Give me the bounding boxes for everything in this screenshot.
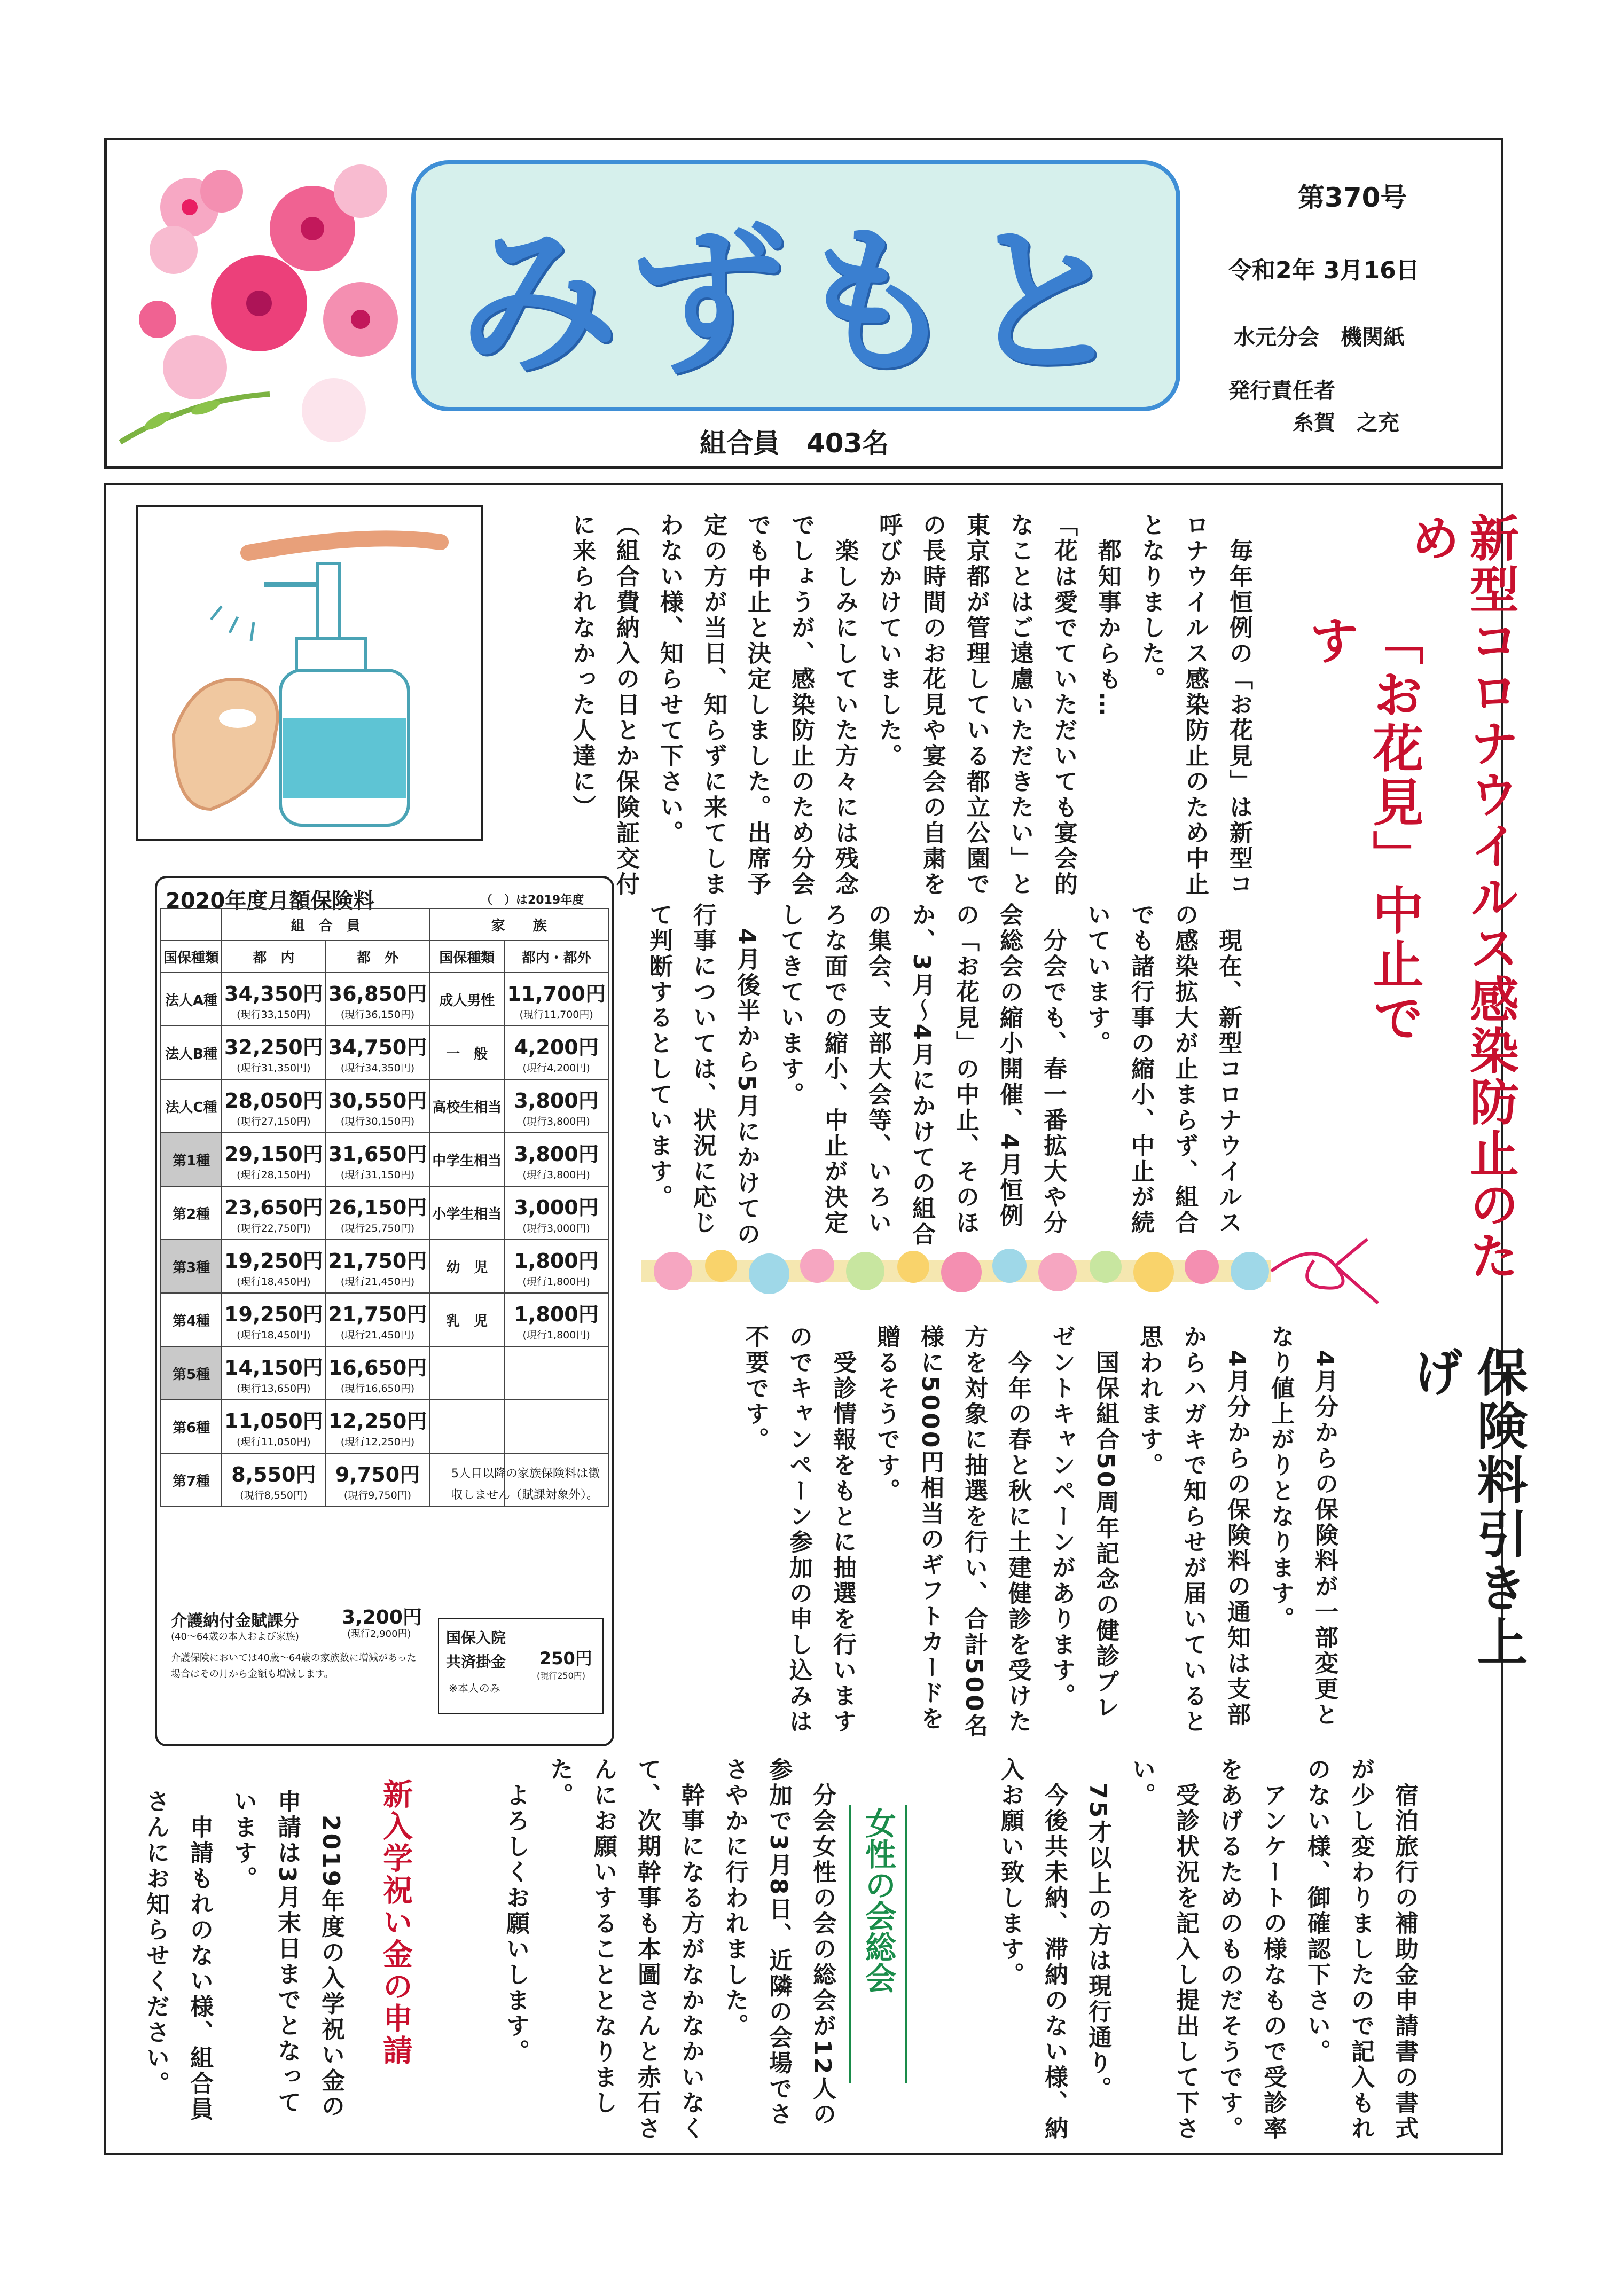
- article5-body: 2019年度の入学祝い金の申請は3月末日までとなっています。 申請もれのない様、組合員さんにお知らせください。: [142, 1789, 344, 2122]
- row-fval-prev: (現行3,800円): [522, 1169, 590, 1181]
- row-in-value: 19,250円: [224, 1303, 323, 1326]
- row-type-value: 第2種: [172, 1206, 210, 1223]
- row-out-value: 26,150円: [328, 1196, 427, 1219]
- row-type-value: 法人B種: [165, 1046, 217, 1062]
- row-fval: [504, 1293, 608, 1346]
- issue-number: 第370号: [1298, 182, 1407, 213]
- row-out-prev: (現行16,650円): [340, 1383, 415, 1394]
- row-out: [326, 1186, 430, 1240]
- row-type: [161, 1026, 222, 1079]
- row-type: [161, 1133, 222, 1186]
- row-fval: [504, 1133, 608, 1186]
- sanitizer-bottle-icon: [174, 538, 441, 825]
- newsletter-title: みずもと: [458, 209, 1133, 396]
- row-ftype-value: 一 般: [446, 1046, 488, 1062]
- hosp-label2: 共済掛金: [446, 1653, 506, 1671]
- row-type: [161, 973, 222, 1026]
- row-ftype: [429, 1133, 504, 1186]
- row-ftype-value: 幼 児: [446, 1259, 488, 1276]
- row-out-prev: (現行21,450円): [340, 1276, 415, 1288]
- row-fval-prev: (現行1,800円): [522, 1276, 590, 1288]
- publisher-label: 発行責任者: [1228, 379, 1335, 403]
- header-in: 都 内: [222, 941, 326, 973]
- row-in-prev: (現行27,150円): [237, 1116, 311, 1127]
- hand-sanitizer-illustration: [142, 510, 478, 836]
- row-in: [222, 1293, 326, 1346]
- row-in: [222, 1400, 326, 1453]
- row-out-value: 16,650円: [328, 1356, 427, 1380]
- row-type-value: 第6種: [172, 1420, 210, 1436]
- row-ftype: [429, 973, 504, 1026]
- row-fval-value: 1,800円: [514, 1249, 599, 1273]
- row-in: [222, 1026, 326, 1079]
- fee-table-note: （ ）は2019年度: [481, 894, 584, 907]
- row-type: [161, 1346, 222, 1400]
- article-heading-covid: 新型コロナウイルス感染防止のため: [1403, 513, 1519, 1282]
- article-subheading-ohanami: 「お花見」中止です: [1301, 614, 1423, 1046]
- row-ftype: [429, 1346, 504, 1400]
- row-out: [326, 1293, 430, 1346]
- row-in: [222, 1346, 326, 1400]
- fee-row: [161, 1293, 608, 1346]
- row-type-value: 第4種: [172, 1313, 210, 1329]
- row-ftype-value: 成人男性: [439, 992, 495, 1009]
- row-fval: [504, 973, 608, 1026]
- row-fval: [504, 1079, 608, 1133]
- row-in-prev: (現行28,150円): [237, 1169, 311, 1181]
- row-out-prev: (現行34,350円): [340, 1062, 415, 1074]
- fee-row: [161, 1240, 608, 1293]
- row-out-value: 12,250円: [328, 1409, 427, 1433]
- header-ftype: 国保種類: [429, 941, 504, 973]
- row-in: [222, 1079, 326, 1133]
- fee-row: [161, 1346, 608, 1400]
- fee-row: [161, 1400, 608, 1453]
- row-fval-value: 4,200円: [514, 1036, 599, 1059]
- fee-row: [161, 1133, 608, 1186]
- row-in-value: 32,250円: [224, 1036, 323, 1059]
- row-type: [161, 1186, 222, 1240]
- row-fval-value: 1,800円: [514, 1303, 599, 1326]
- row-in-prev: (現行18,450円): [237, 1329, 311, 1341]
- row-type: [161, 1400, 222, 1453]
- article4-heading: 女性の会総会: [849, 1805, 907, 2083]
- issue-date: 令和2年 3月16日: [1228, 257, 1420, 284]
- family-note: 5人目以降の家族保険料は徴収しません（賦課対象外）。: [451, 1467, 600, 1502]
- row-fval: [504, 1400, 608, 1453]
- row-out: [326, 1079, 430, 1133]
- row-out-value: 9,750円: [335, 1463, 420, 1486]
- row-type: [161, 1453, 222, 1507]
- kaigo-value: 3,200円: [342, 1607, 422, 1628]
- row-out-value: 34,750円: [328, 1036, 427, 1059]
- cherry-blossom-illustration: [109, 143, 409, 464]
- row-in-prev: (現行13,650円): [237, 1383, 311, 1394]
- member-count: 組合員 403名: [700, 428, 889, 459]
- kaigo-prev: (現行2,900円): [347, 1628, 411, 1640]
- kaigo-sub: (40～64歳の本人および家族): [171, 1631, 299, 1642]
- row-fval-value: 3,000円: [514, 1196, 599, 1219]
- row-in-prev: (現行33,150円): [237, 1009, 311, 1021]
- row-in-prev: (現行31,350円): [237, 1062, 311, 1074]
- row-fval-prev: (現行4,200円): [522, 1062, 590, 1074]
- row-in-value: 34,350円: [224, 982, 323, 1006]
- fee-table: [160, 908, 609, 1507]
- article-heading-insurance: 保険料引き上げ: [1405, 1346, 1528, 1670]
- row-out-prev: (現行21,450円): [340, 1329, 415, 1341]
- row-in-prev: (現行8,550円): [240, 1490, 308, 1501]
- row-out-value: 31,650円: [328, 1142, 427, 1166]
- row-ftype: [429, 1079, 504, 1133]
- row-in-value: 28,050円: [224, 1089, 323, 1112]
- row-out: [326, 973, 430, 1026]
- row-in-value: 19,250円: [224, 1249, 323, 1273]
- flower-garland-icon: [641, 1239, 1378, 1303]
- row-out-prev: (現行31,150円): [340, 1169, 415, 1181]
- row-in-value: 8,550円: [231, 1463, 316, 1486]
- row-type-value: 第5種: [172, 1366, 210, 1383]
- row-fval-prev: (現行3,800円): [522, 1116, 590, 1127]
- article5-heading: 新入学祝い金の申請: [378, 1778, 413, 2067]
- kaigo-note: 介護保険においては40歳～64歳の家族数に増減があった場合はその月から金額も増減します。: [171, 1652, 417, 1680]
- header-group-member: 組 合 員: [222, 908, 429, 941]
- hosp-note: ※本人のみ: [449, 1682, 500, 1695]
- row-ftype: [429, 1186, 504, 1240]
- row-in: [222, 1240, 326, 1293]
- fee-row: [161, 1186, 608, 1240]
- header-blank: [161, 908, 222, 941]
- header-fval: 都内・都外: [504, 941, 608, 973]
- row-ftype-value: 乳 児: [446, 1313, 488, 1329]
- row-out: [326, 1133, 430, 1186]
- article1-body-right: 毎年恒例の「お花見」は新型コロナウイルス感染防止のため中止となりました。 都知事からも… 「花は愛でていただいても宴会的なことはご遠慮いただきたい」と東京都が管理している都立公園での長時間のお花見や宴会の自粛を呼びかけていました。 楽しみにしていた方々には残念でしょうが、感染防止のため分会でも中止と決定しました。出席予定の方が当日、知らずに来てしまわない様、知らせて下さい。 （組合費納入の日とか保険証交付に来られなかった人達に）: [568, 513, 1252, 897]
- row-in-value: 29,150円: [224, 1142, 323, 1166]
- row-out-value: 36,850円: [328, 982, 427, 1006]
- row-fval: [504, 1186, 608, 1240]
- row-out-value: 21,750円: [328, 1249, 427, 1273]
- row-out: [326, 1453, 430, 1507]
- row-fval: [504, 1026, 608, 1079]
- row-out-prev: (現行30,150円): [340, 1116, 415, 1127]
- row-fval-prev: (現行1,800円): [522, 1329, 590, 1341]
- row-out-prev: (現行36,150円): [340, 1009, 415, 1021]
- row-ftype-value: 中学生相当: [432, 1153, 502, 1169]
- row-fval: [504, 1240, 608, 1293]
- row-out-prev: (現行12,250円): [340, 1436, 415, 1448]
- fee-table-title: 2020年度月額保険料: [166, 889, 375, 913]
- row-fval-value: 3,800円: [514, 1089, 599, 1112]
- kaigo-label: 介護納付金賦課分: [171, 1612, 299, 1631]
- row-in: [222, 1186, 326, 1240]
- row-out-value: 21,750円: [328, 1303, 427, 1326]
- row-fval-prev: (現行11,700円): [519, 1009, 593, 1021]
- row-fval: [504, 1346, 608, 1400]
- row-in-prev: (現行22,750円): [237, 1223, 311, 1234]
- row-out: [326, 1346, 430, 1400]
- fee-row: [161, 1079, 608, 1133]
- row-type-value: 法人C種: [165, 1099, 217, 1116]
- row-in-value: 14,150円: [224, 1356, 323, 1380]
- row-fval-value: 11,700円: [507, 982, 606, 1006]
- row-out: [326, 1400, 430, 1453]
- flower-ribbon-divider: [641, 1228, 1410, 1308]
- hosp-prev: (現行250円): [537, 1671, 586, 1681]
- hosp-label1: 国保入院: [446, 1629, 506, 1647]
- row-in-value: 23,650円: [224, 1196, 323, 1219]
- hosp-value: 250円: [539, 1648, 592, 1668]
- row-type: [161, 1079, 222, 1133]
- row-ftype: [429, 1240, 504, 1293]
- row-out-value: 30,550円: [328, 1089, 427, 1112]
- row-out: [326, 1240, 430, 1293]
- row-fval-value: 3,800円: [514, 1142, 599, 1166]
- organization: 水元分会 機関紙: [1234, 325, 1405, 350]
- row-type: [161, 1240, 222, 1293]
- row-ftype-value: 小学生相当: [432, 1206, 502, 1223]
- row-ftype-value: 高校生相当: [432, 1099, 502, 1116]
- row-type-value: 法人A種: [165, 992, 218, 1009]
- blossom-flower-icon: [120, 164, 398, 442]
- row-in-prev: (現行18,450円): [237, 1276, 311, 1288]
- article2-body: 4月分からの保険料が一部変更となり値上がりとなります。 4月分からの保険料の通知は支部からハガキで知らせが届いていると思われます。 国保組合50周年記念の健診プレゼントキャンペーンがあります。 今年の春と秋に土建健診を受けた方を対象に抽選を行い、合計500名様に5000円相当のギフトカードを贈るそうです。 受診情報をもとに抽選を行いますのでキャンペーン参加の申し込みは不要です。: [741, 1325, 1338, 1739]
- row-ftype: [429, 1293, 504, 1346]
- row-in-value: 11,050円: [224, 1409, 323, 1433]
- header-type: 国保種類: [161, 941, 222, 973]
- row-in-prev: (現行11,050円): [237, 1436, 311, 1448]
- row-out-prev: (現行9,750円): [343, 1490, 412, 1501]
- row-type: [161, 1293, 222, 1346]
- article4-body: 分会女性の会の総会が12人の参加で3月8日、近隣の会場でささやかに行われました。 幹事になる方がなかなかいなくて、次期幹事も本圖さんと赤石さんにお願いすることとなりました。 よろしくお願いします。: [502, 1757, 836, 2142]
- row-type-value: 第3種: [172, 1259, 210, 1276]
- fee-row: [161, 1026, 608, 1079]
- article1-body-left: 現在、新型コロナウイルスの感染拡大が止まらず、組合でも諸行事の縮小、中止が続いています。 分会でも、春一番拡大や分会総会の縮小開催、4月恒例の「お花見」の中止、そのほか、3月～4月にかけての組合の集会、支部大会等、いろいろな面での縮小、中止が決定してきています。 4月後半から5月にかけての行事については、状況に応じて判断するとしています。: [645, 903, 1242, 1248]
- row-in: [222, 973, 326, 1026]
- row-type-value: 第7種: [172, 1473, 210, 1490]
- publisher-name: 糸賀 之充: [1293, 411, 1399, 435]
- row-ftype: [429, 1400, 504, 1453]
- article3-body: 宿泊旅行の補助金申請書の書式が少し変わりましたので記入もれのない様、御確認下さい。 アンケートの様なもので受診率をあげるためのものだそうです。 受診状況を記入し提出して下さい。 75才以上の方は現行通り。 今後共未納、滞納のない様、納入お願い致します。: [997, 1757, 1418, 2142]
- row-in: [222, 1453, 326, 1507]
- row-fval-prev: (現行3,000円): [522, 1223, 590, 1234]
- row-ftype: [429, 1026, 504, 1079]
- header-out: 都 外: [326, 941, 430, 973]
- row-type-value: 第1種: [172, 1153, 210, 1169]
- fee-row: [161, 973, 608, 1026]
- header-group-family: 家 族: [429, 908, 608, 941]
- row-out-prev: (現行25,750円): [340, 1223, 415, 1234]
- row-out: [326, 1026, 430, 1079]
- row-in: [222, 1133, 326, 1186]
